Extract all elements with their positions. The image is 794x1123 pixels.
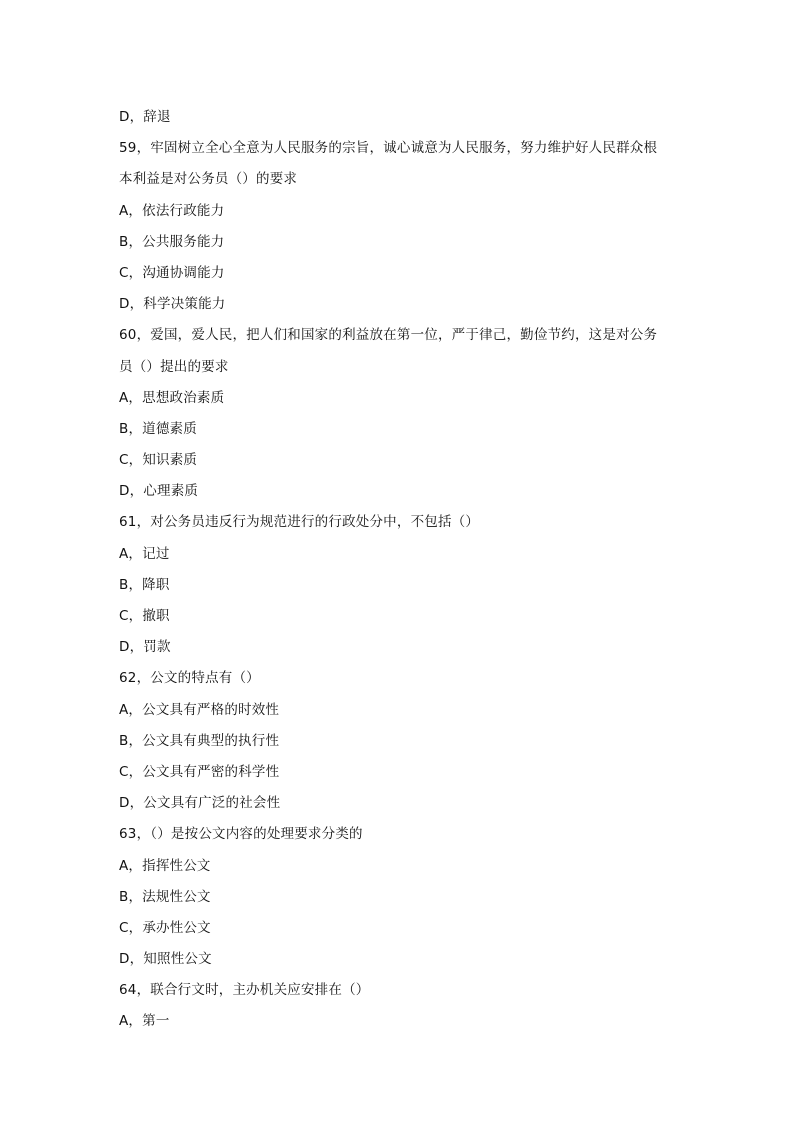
option-62-b: B，公文具有典型的执行性 [119, 732, 280, 749]
option-60-b: B，道德素质 [119, 420, 197, 437]
question-60-line-2: 员（）提出的要求 [119, 358, 229, 375]
exam-text [119, 102, 679, 1038]
option-59-a: A，依法行政能力 [119, 202, 225, 219]
option-59-c: C，沟通协调能力 [119, 264, 225, 281]
question-62: 62，公文的特点有（） [119, 670, 260, 687]
option-58-d: D，辞退 [119, 109, 171, 125]
question-63: 63，（）是按公文内容的处理要求分类的 [119, 826, 363, 843]
option-63-a: A，指挥性公文 [119, 857, 211, 874]
option-59-d: D，科学决策能力 [119, 296, 226, 313]
option-63-c: C，承办性公文 [119, 919, 211, 936]
option-61-d: D，罚款 [119, 639, 171, 656]
option-60-d: D，心理素质 [119, 483, 199, 500]
option-60-c: C，知识素质 [119, 452, 198, 469]
option-62-c: C，公文具有严密的科学性 [119, 763, 280, 780]
option-63-d: D，知照性公文 [119, 951, 212, 968]
option-61-a: A，记过 [119, 545, 170, 562]
question-60-line-1: 60，爱国，爱人民，把人们和国家的利益放在第一位，严于律己，勤俭节约，这是对公务 [119, 327, 658, 344]
option-63-b: B，法规性公文 [119, 888, 211, 905]
option-62-a: A，公文具有严格的时效性 [119, 701, 280, 718]
question-61: 61，对公务员违反行为规范进行的行政处分中，不包括（） [119, 514, 480, 531]
option-64-a: A，第一 [119, 1013, 170, 1030]
question-64: 64，联合行文时，主办机关应安排在（） [119, 982, 370, 999]
option-59-b: B，公共服务能力 [119, 233, 225, 250]
option-60-a: A，思想政治素质 [119, 389, 225, 406]
question-59-line-2: 本利益是对公务员（）的要求 [119, 171, 298, 188]
option-61-c: C，撤职 [119, 608, 170, 624]
question-59-line-1: 59，牢固树立全心全意为人民服务的宗旨，诚心诚意为人民服务，努力维护好人民群众根 [119, 140, 658, 157]
option-62-d: D，公文具有广泛的社会性 [119, 795, 281, 812]
option-61-b: B，降职 [119, 576, 170, 593]
